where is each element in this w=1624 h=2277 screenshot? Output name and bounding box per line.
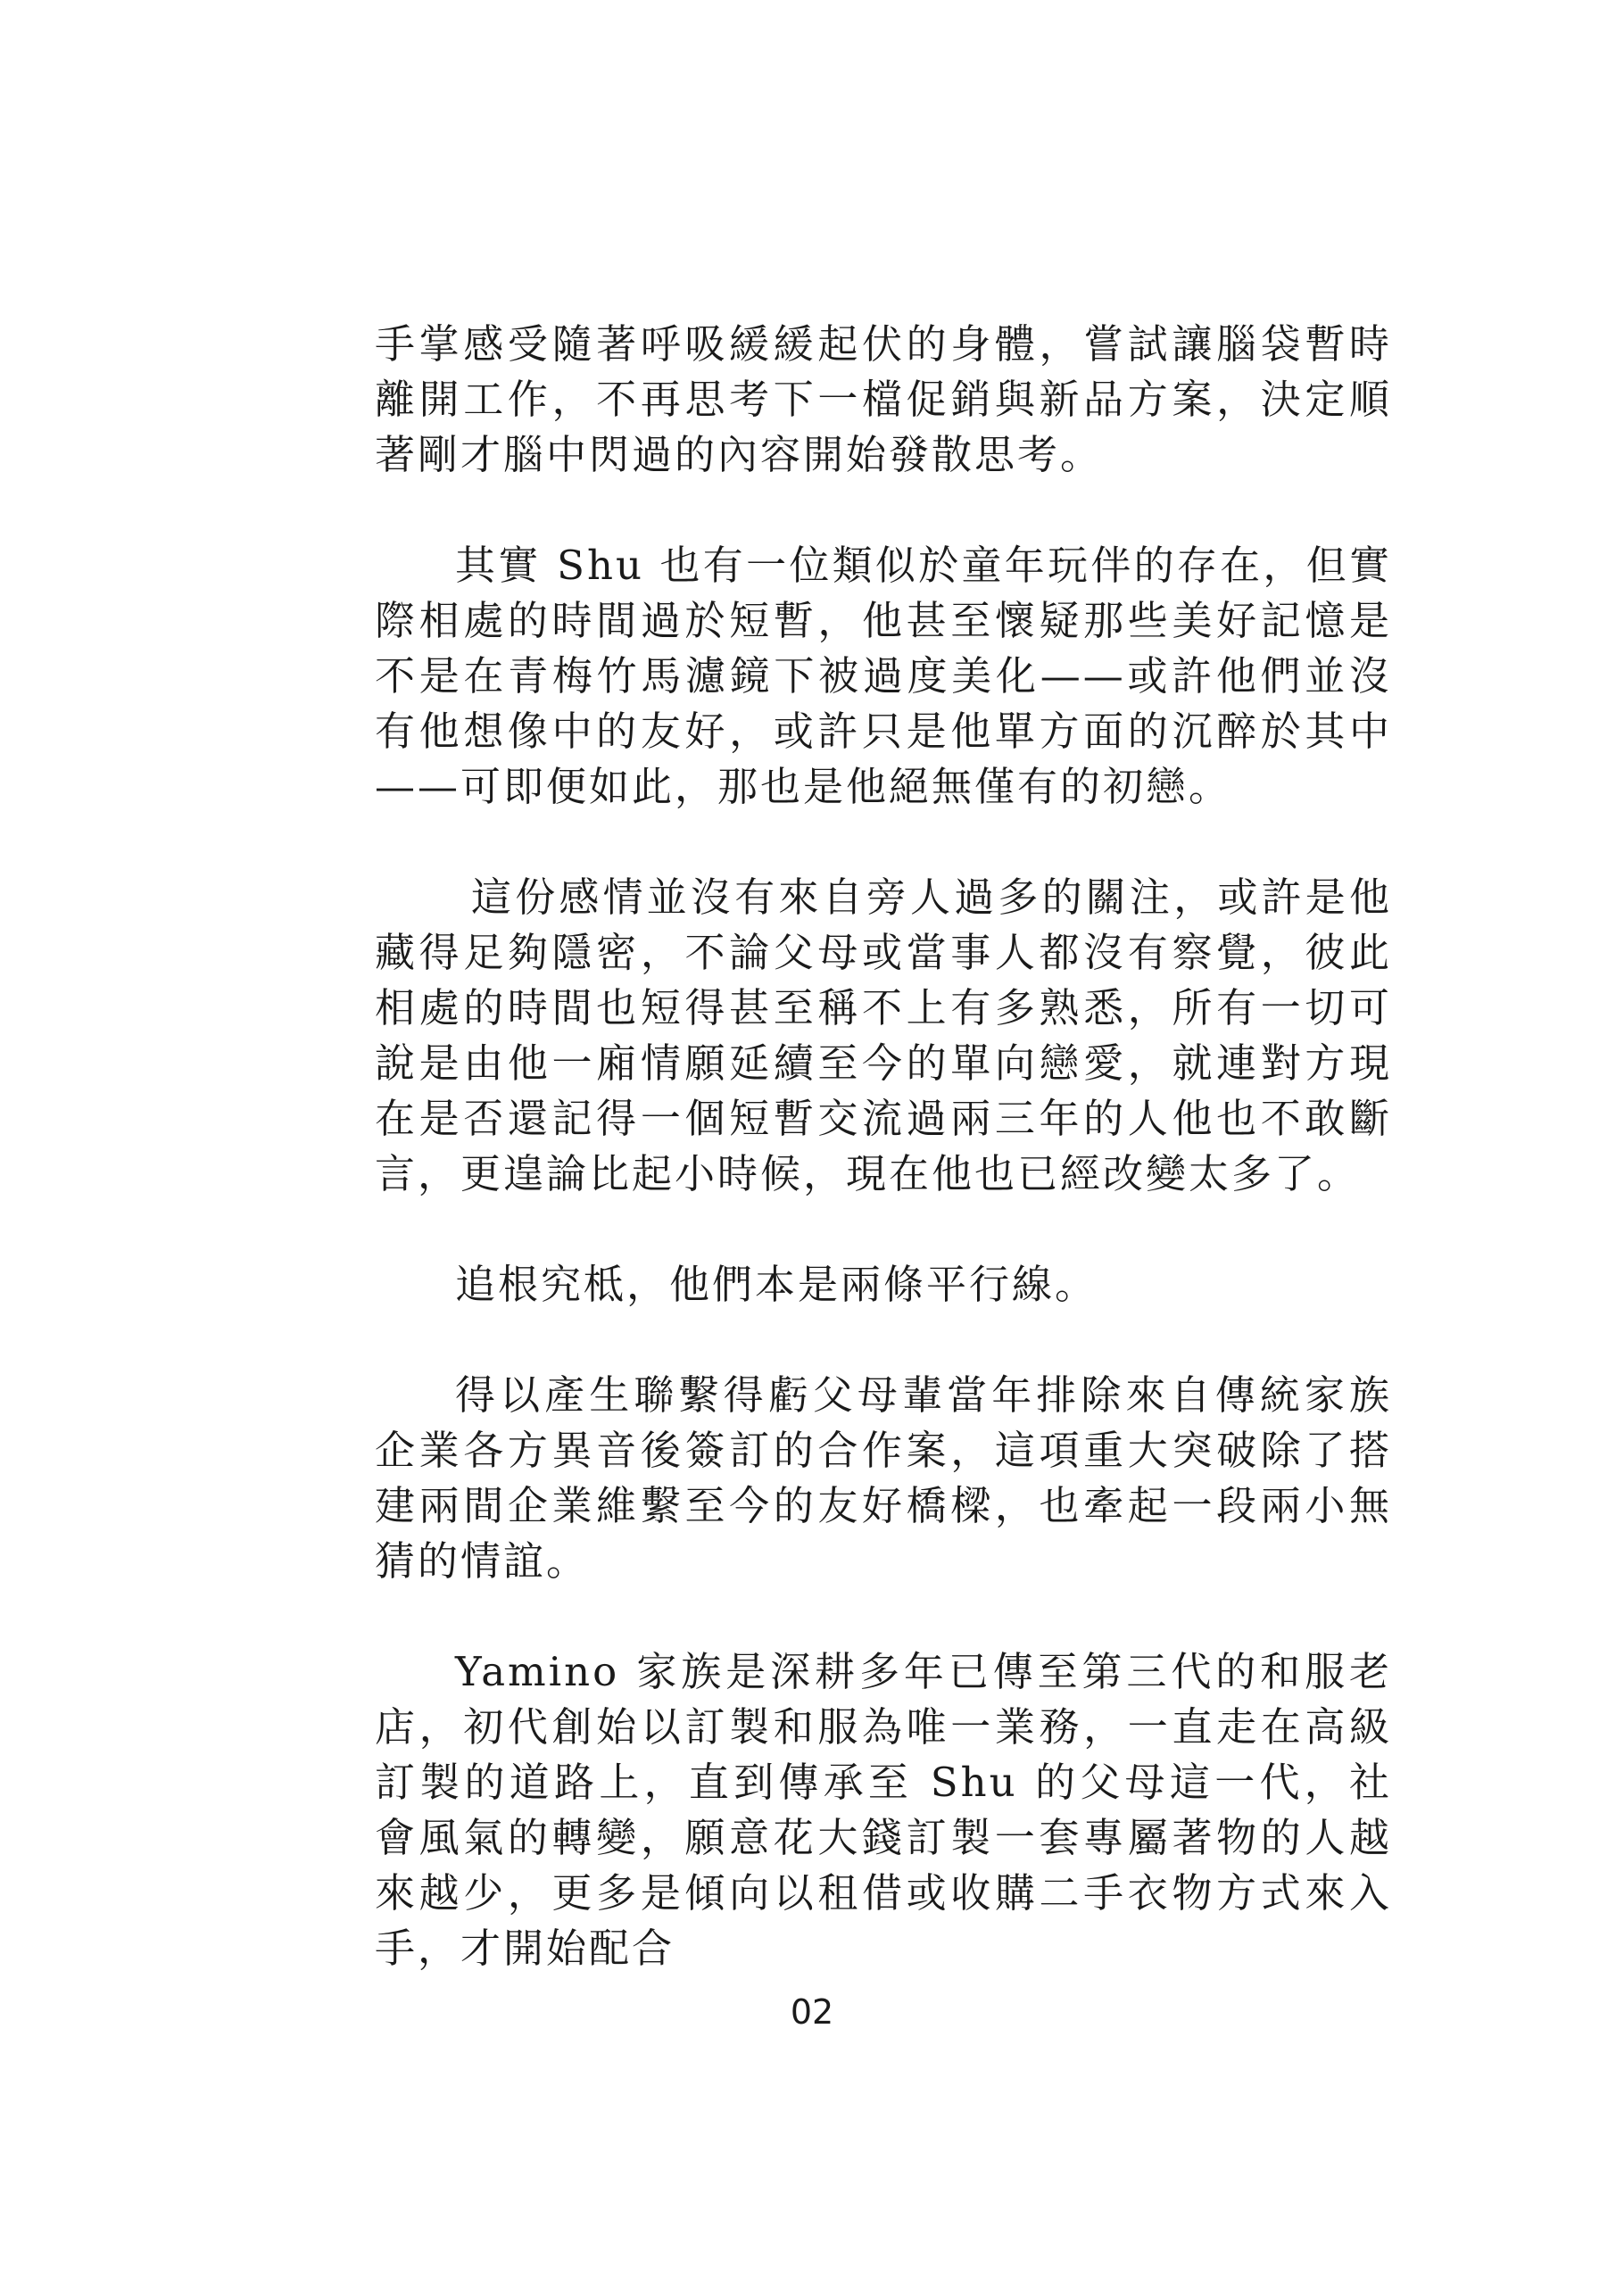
paragraph-1: 手掌感受隨著呼吸緩緩起伏的身體，嘗試讓腦袋暫時離開工作，不再思考下一檔促銷與新品方案，決定順著剛才腦中閃過的內容開始發散思考。: [375, 320, 1392, 478]
page-body: [375, 317, 1392, 1976]
paragraph-2: 其實 Shu 也有一位類似於童年玩伴的存在，但實際相處的時間過於短暫，他甚至懷疑那些美好記憶是不是在青梅竹馬濾鏡下被過度美化——或許他們並沒有他想像中的友好，或許只是他單方面的沉醉於其中——可即便如此，那也是他絕無僅有的初戀。: [375, 542, 1392, 810]
paragraph-3: 這份感情並沒有來自旁人過多的關注，或許是他藏得足夠隱密，不論父母或當事人都沒有察覺，彼此相處的時間也短得甚至稱不上有多熟悉，所有一切可說是由他一廂情願延續至今的單向戀愛，就連對方現在是否還記得一個短暫交流過兩三年的人他也不敢斷言，更遑論比起小時候，現在他也已經改變太多了。: [375, 874, 1392, 1197]
paragraph-4: 追根究柢，他們本是兩條平行線。: [455, 1261, 1098, 1308]
paragraph-6: Yamino 家族是深耕多年已傳至第三代的和服老店，初代創始以訂製和服為唯一業務，一直走在高級訂製的道路上，直到傳承至 Shu 的父母這一代，社會風氣的轉變，願意花大錢訂製一套專屬著物的人越來越少，更多是傾向以租借或收購二手衣物方式來入手，才開始配合: [375, 1648, 1392, 1972]
page-number: 02: [790, 1992, 834, 2032]
paragraph-5: 得以產生聯繫得虧父母輩當年排除來自傳統家族企業各方異音後簽訂的合作案，這項重大突破除了搭建兩間企業維繫至今的友好橋樑，也牽起一段兩小無猜的情誼。: [375, 1371, 1392, 1585]
